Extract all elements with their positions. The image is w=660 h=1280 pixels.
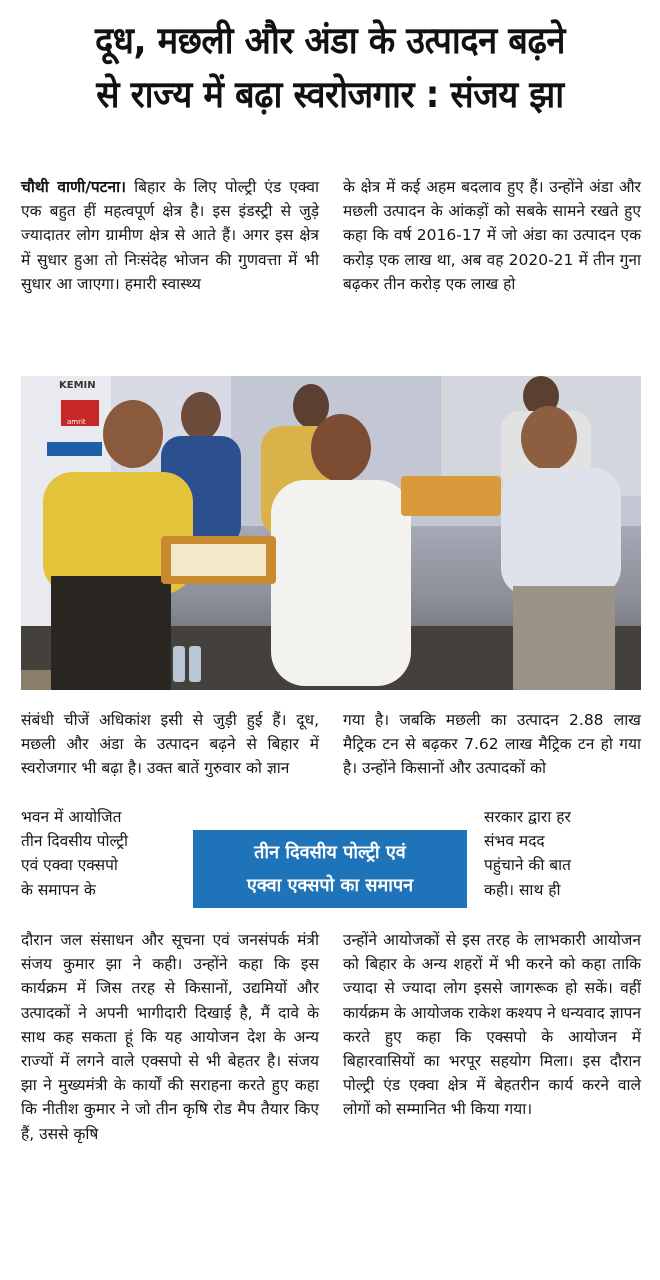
column-1-wrap-line-2: तीन दिवसीय पोल्ट्री <box>21 832 129 851</box>
article-column-2-top <box>343 175 641 296</box>
photo-illustration <box>21 376 641 690</box>
headline-line-2: से राज्य में बढ़ा स्वरोजगार : संजय झा <box>96 73 564 116</box>
banner-text-kemin: KEMIN <box>59 380 96 391</box>
column-2-bottom-text: उन्होंने आयोजकों से इस तरह के लाभकारी आयोजन को बिहार के अन्य शहरों में भी करने को कहा ताकि ज्यादा से ज्यादा लोग इससे जागरूक हो सकें। वहीं कार्यक्रम के आयोजक राकेश कश्यप ने धन्यवाद ज्ञापन करते हुए कहा कि एक्सपो के आयोजन में बिहारवासियों का भरपूर सहयोग मिला। इस दौरान पोल्ट्री एंड एक्वा क्षेत्र में बेहतरीन कार्य करने वाले लोगों को सम्मानित भी किया गया। <box>343 931 641 1119</box>
column-1-top-text: बिहार के लिए पोल्ट्री एंड एक्वा एक बहुत हीं महत्वपूर्ण क्षेत्र है। इस इंडस्ट्री से जुड़े ज्यादातर लोग ग्रामीण क्षेत्र से आते हैं। अगर इस क्षेत्र में सुधार हुआ तो निःसंदेह भोजन की गुणवत्ता में भी सुधार आ जाएगा। हमारी स्वास्थ्य <box>21 178 319 293</box>
subheading-line-1: तीन दिवसीय पोल्ट्री एवं <box>254 842 406 863</box>
article-column-1-middle <box>21 708 319 781</box>
column-1-middle-text: संबंधी चीजें अधिकांश इसी से जुड़ी हुई हैं। दूध, मछली और अंडा के उत्पादन बढ़ने से बिहार में स्वरोजगार भी बढ़ा है। उक्त बातें गुरुवार को ज्ञान <box>21 711 319 778</box>
article-column-2-bottom <box>343 928 641 1122</box>
article-column-1-top <box>21 175 319 296</box>
column-2-middle-text: गया है। जबकि मछली का उत्पादन 2.88 लाख मैट्रिक टन से बढ़कर 7.62 लाख मैट्रिक टन हो गया है। उन्होंने किसानों और उत्पादकों को <box>343 711 641 778</box>
column-2-wrap-line-4: कही। साथ ही <box>484 880 561 899</box>
column-1-wrap-line-4: के समापन के <box>21 880 96 899</box>
subheading-box <box>193 830 467 908</box>
subheading-line-2: एक्वा एक्सपो का समापन <box>246 875 414 896</box>
column-1-wrap-line-3: एवं एक्वा एक्सपो <box>21 856 118 875</box>
headline <box>32 14 627 122</box>
news-photo <box>21 376 641 690</box>
column-1-bottom-text: दौरान जल संसाधन और सूचना एवं जनसंपर्क मंत्री संजय कुमार झा ने कही। उन्होंने कहा कि इस कार्यक्रम में जिस तरह से किसानों, उद्यमियों और उत्पादकों ने अपनी भागीदारी दिखाई है, मैं दावे के साथ कह सकता हूं कि यह आयोजन देश के अन्य राज्यों में लगने वाले एक्सपो से भी बेहतर है। संजय झा ने मुख्यमंत्री के कार्यों की सराहना करते हुए कहा कि नीतीश कुमार ने जो तीन कृषि रोड मैप तैयार किए हैं, उससे कृषि <box>21 931 319 1143</box>
column-2-top-text: के क्षेत्र में कई अहम बदलाव हुए हैं। उन्होंने अंडा और मछली उत्पादन के आंकड़ों को सबके सामने रखते हुए कहा कि वर्ष 2016-17 में जो अंडा का उत्पादन एक करोड़ एक लाख था, अब वह 2020-21 में तीन गुना बढ़कर तीन करोड़ एक लाख हो <box>343 178 641 293</box>
dateline: चौथी वाणी/पटना। <box>21 178 126 196</box>
column-2-wrap-line-2: संभव मदद <box>484 832 545 851</box>
article-column-1-wrap <box>21 805 173 902</box>
article-column-2-wrap <box>484 805 641 902</box>
article-column-2-middle <box>343 708 641 781</box>
column-2-wrap-line-1: सरकार द्वारा हर <box>484 808 571 826</box>
headline-line-1: दूध, मछली और अंडा के उत्पादन बढ़ने <box>94 19 566 62</box>
article-column-1-bottom <box>21 928 319 1146</box>
banner-text-amrit: amrit <box>67 418 86 426</box>
column-1-wrap-line-1: भवन में आयोजित <box>21 808 122 826</box>
column-2-wrap-line-3: पहुंचाने की बात <box>484 856 571 875</box>
